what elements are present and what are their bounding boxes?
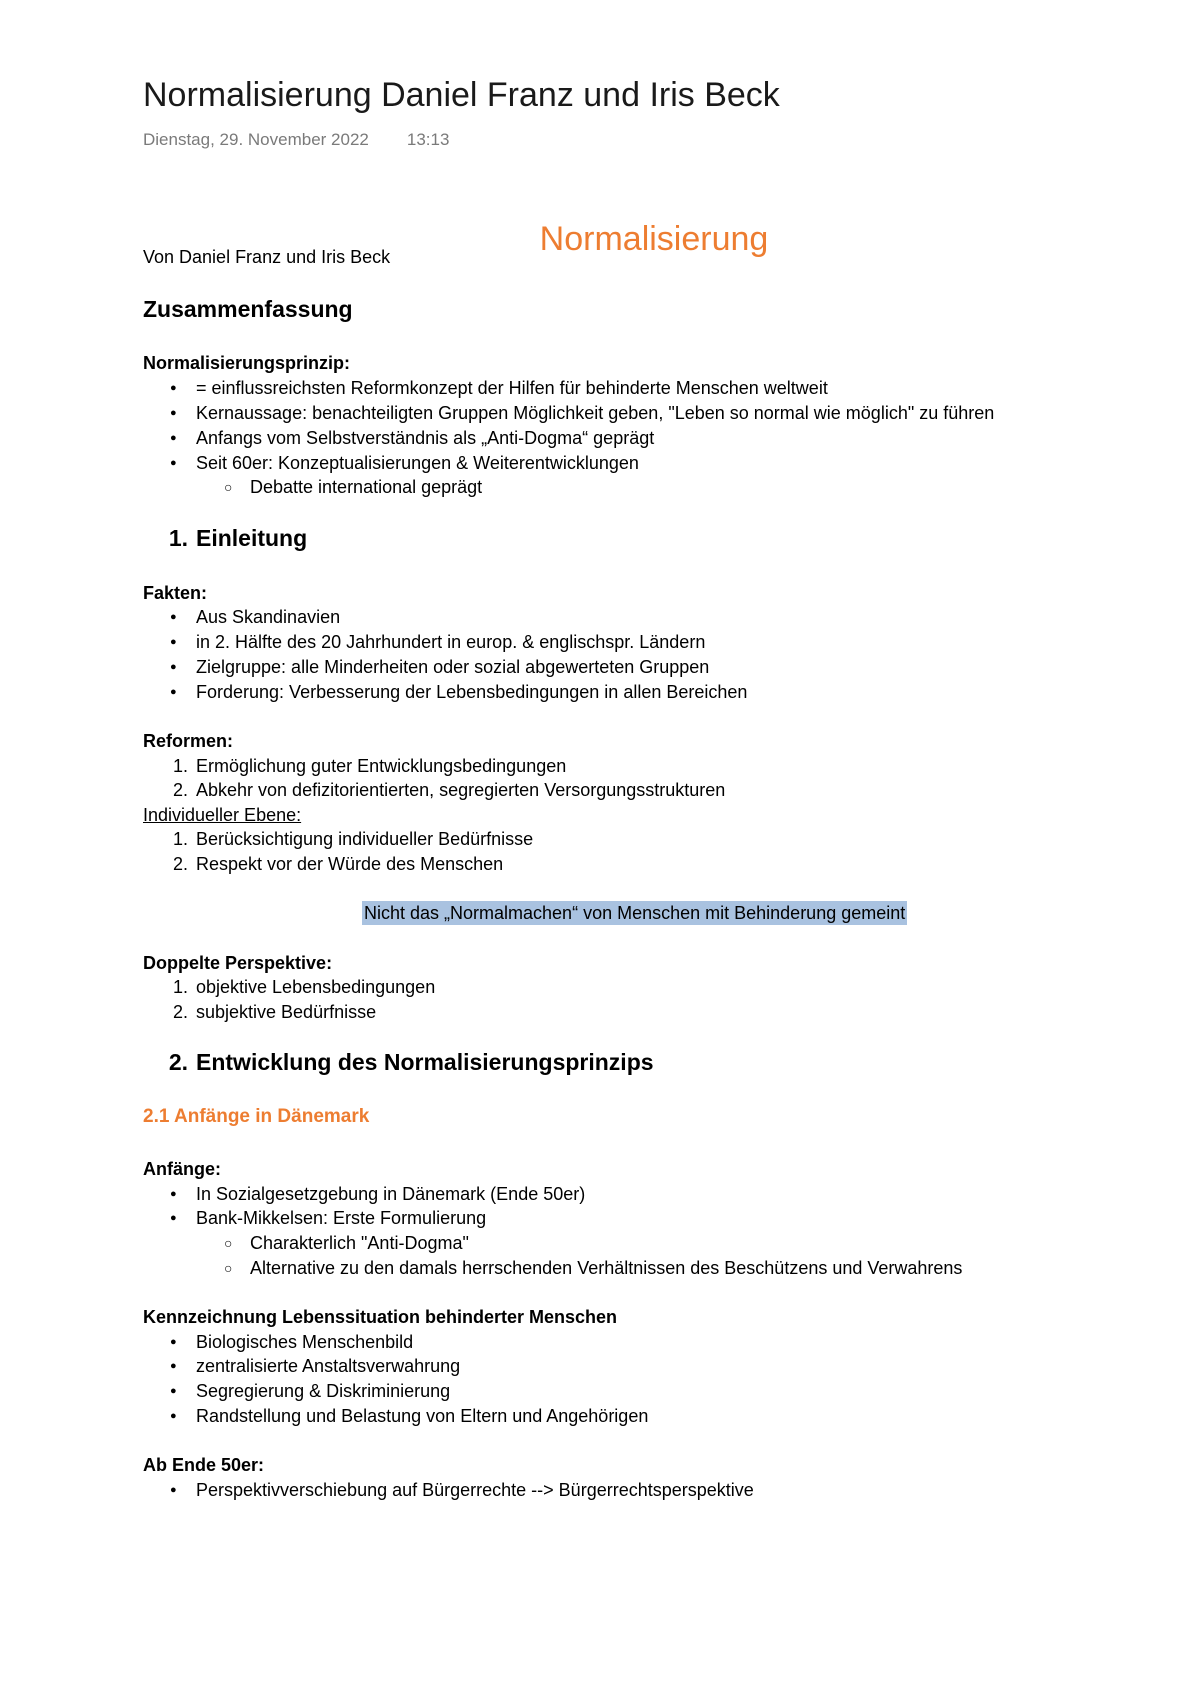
- highlighted-note: Nicht das „Normalmachen“ von Menschen mit Behinderung gemeint: [364, 903, 906, 923]
- label-lebenssituation: Kennzeichnung Lebenssituation behinderter Menschen: [143, 1307, 618, 1327]
- page-title: Normalisierung Daniel Franz und Iris Beck: [143, 76, 780, 114]
- heading-summary: Zusammenfassung: [143, 296, 353, 322]
- authors: Von Daniel Franz und Iris Beck: [143, 247, 391, 267]
- label-fakten: Fakten:: [143, 583, 208, 603]
- page-meta: [143, 130, 449, 150]
- label-ab-ende-50er: Ab Ende 50er:: [143, 1455, 265, 1475]
- list-subitem: ○ Debatte international geprägt: [250, 475, 482, 499]
- heading-entwicklung: 2. Entwicklung des Normalisierungsprinzips: [168, 1049, 654, 1075]
- list-item: ● Randstellung und Belastung von Eltern und Angehörigen: [196, 1404, 648, 1428]
- label-doppelte-perspektive: Doppelte Perspektive:: [143, 953, 333, 973]
- label-anfaenge: Anfänge:: [143, 1159, 221, 1179]
- list-item: ● Biologisches Menschenbild: [196, 1330, 413, 1354]
- label-individueller-ebene: Individueller Ebene:: [143, 805, 302, 825]
- list-item: ● Segregierung & Diskriminierung: [196, 1379, 450, 1403]
- list-item: ● Forderung: Verbesserung der Lebensbedingungen in allen Bereichen: [196, 680, 747, 704]
- numbered-item: 1. Ermöglichung guter Entwicklungsbedingungen: [172, 756, 567, 776]
- label-normalisierungsprinzip: Normalisierungsprinzip:: [143, 353, 351, 373]
- page-time: 13:13: [406, 130, 450, 149]
- numbered-item: 2. subjektive Bedürfnisse: [172, 1002, 377, 1022]
- list-item: ● Bank-Mikkelsen: Erste Formulierung: [196, 1206, 486, 1230]
- list-item: ● Kernaussage: benachteiligten Gruppen Möglichkeit geben, "Leben so normal wie möglich" zu führen: [196, 401, 994, 425]
- document-title: Normalisierung: [539, 220, 769, 258]
- heading-einleitung: 1. Einleitung: [168, 525, 308, 551]
- numbered-item: 2. Respekt vor der Würde des Menschen: [172, 854, 504, 874]
- numbered-item: 2. Abkehr von defizitorientierten, segregierten Versorgungsstrukturen: [172, 780, 726, 800]
- numbered-item: 1. objektive Lebensbedingungen: [172, 977, 436, 997]
- list-item: ● = einflussreichsten Reformkonzept der Hilfen für behinderte Menschen weltweit: [196, 376, 828, 400]
- list-item: ● Seit 60er: Konzeptualisierungen & Weiterentwicklungen: [196, 451, 639, 475]
- list-item: ● Perspektivverschiebung auf Bürgerrechte --> Bürgerrechtsperspektive: [196, 1478, 754, 1502]
- page-date: Dienstag, 29. November 2022: [143, 130, 369, 149]
- subheading-daenemark: 2.1 Anfänge in Dänemark: [143, 1106, 370, 1127]
- list-item: ● in 2. Hälfte des 20 Jahrhundert in europ. & englischspr. Ländern: [196, 630, 705, 654]
- list-item: ● Anfangs vom Selbstverständnis als „Anti-Dogma“ geprägt: [196, 426, 654, 450]
- list-subitem: ○ Alternative zu den damals herrschenden Verhältnissen des Beschützens und Verwahrens: [250, 1256, 962, 1280]
- list-item: ● Aus Skandinavien: [196, 605, 340, 629]
- numbered-item: 1. Berücksichtigung individueller Bedürfnisse: [172, 829, 534, 849]
- list-item: ● Zielgruppe: alle Minderheiten oder sozial abgewerteten Gruppen: [196, 655, 709, 679]
- list-item: ● In Sozialgesetzgebung in Dänemark (Ende 50er): [196, 1182, 585, 1206]
- label-reformen: Reformen:: [143, 731, 234, 751]
- list-item: ● zentralisierte Anstaltsverwahrung: [196, 1354, 460, 1378]
- list-subitem: ○ Charakterlich "Anti-Dogma": [250, 1231, 469, 1255]
